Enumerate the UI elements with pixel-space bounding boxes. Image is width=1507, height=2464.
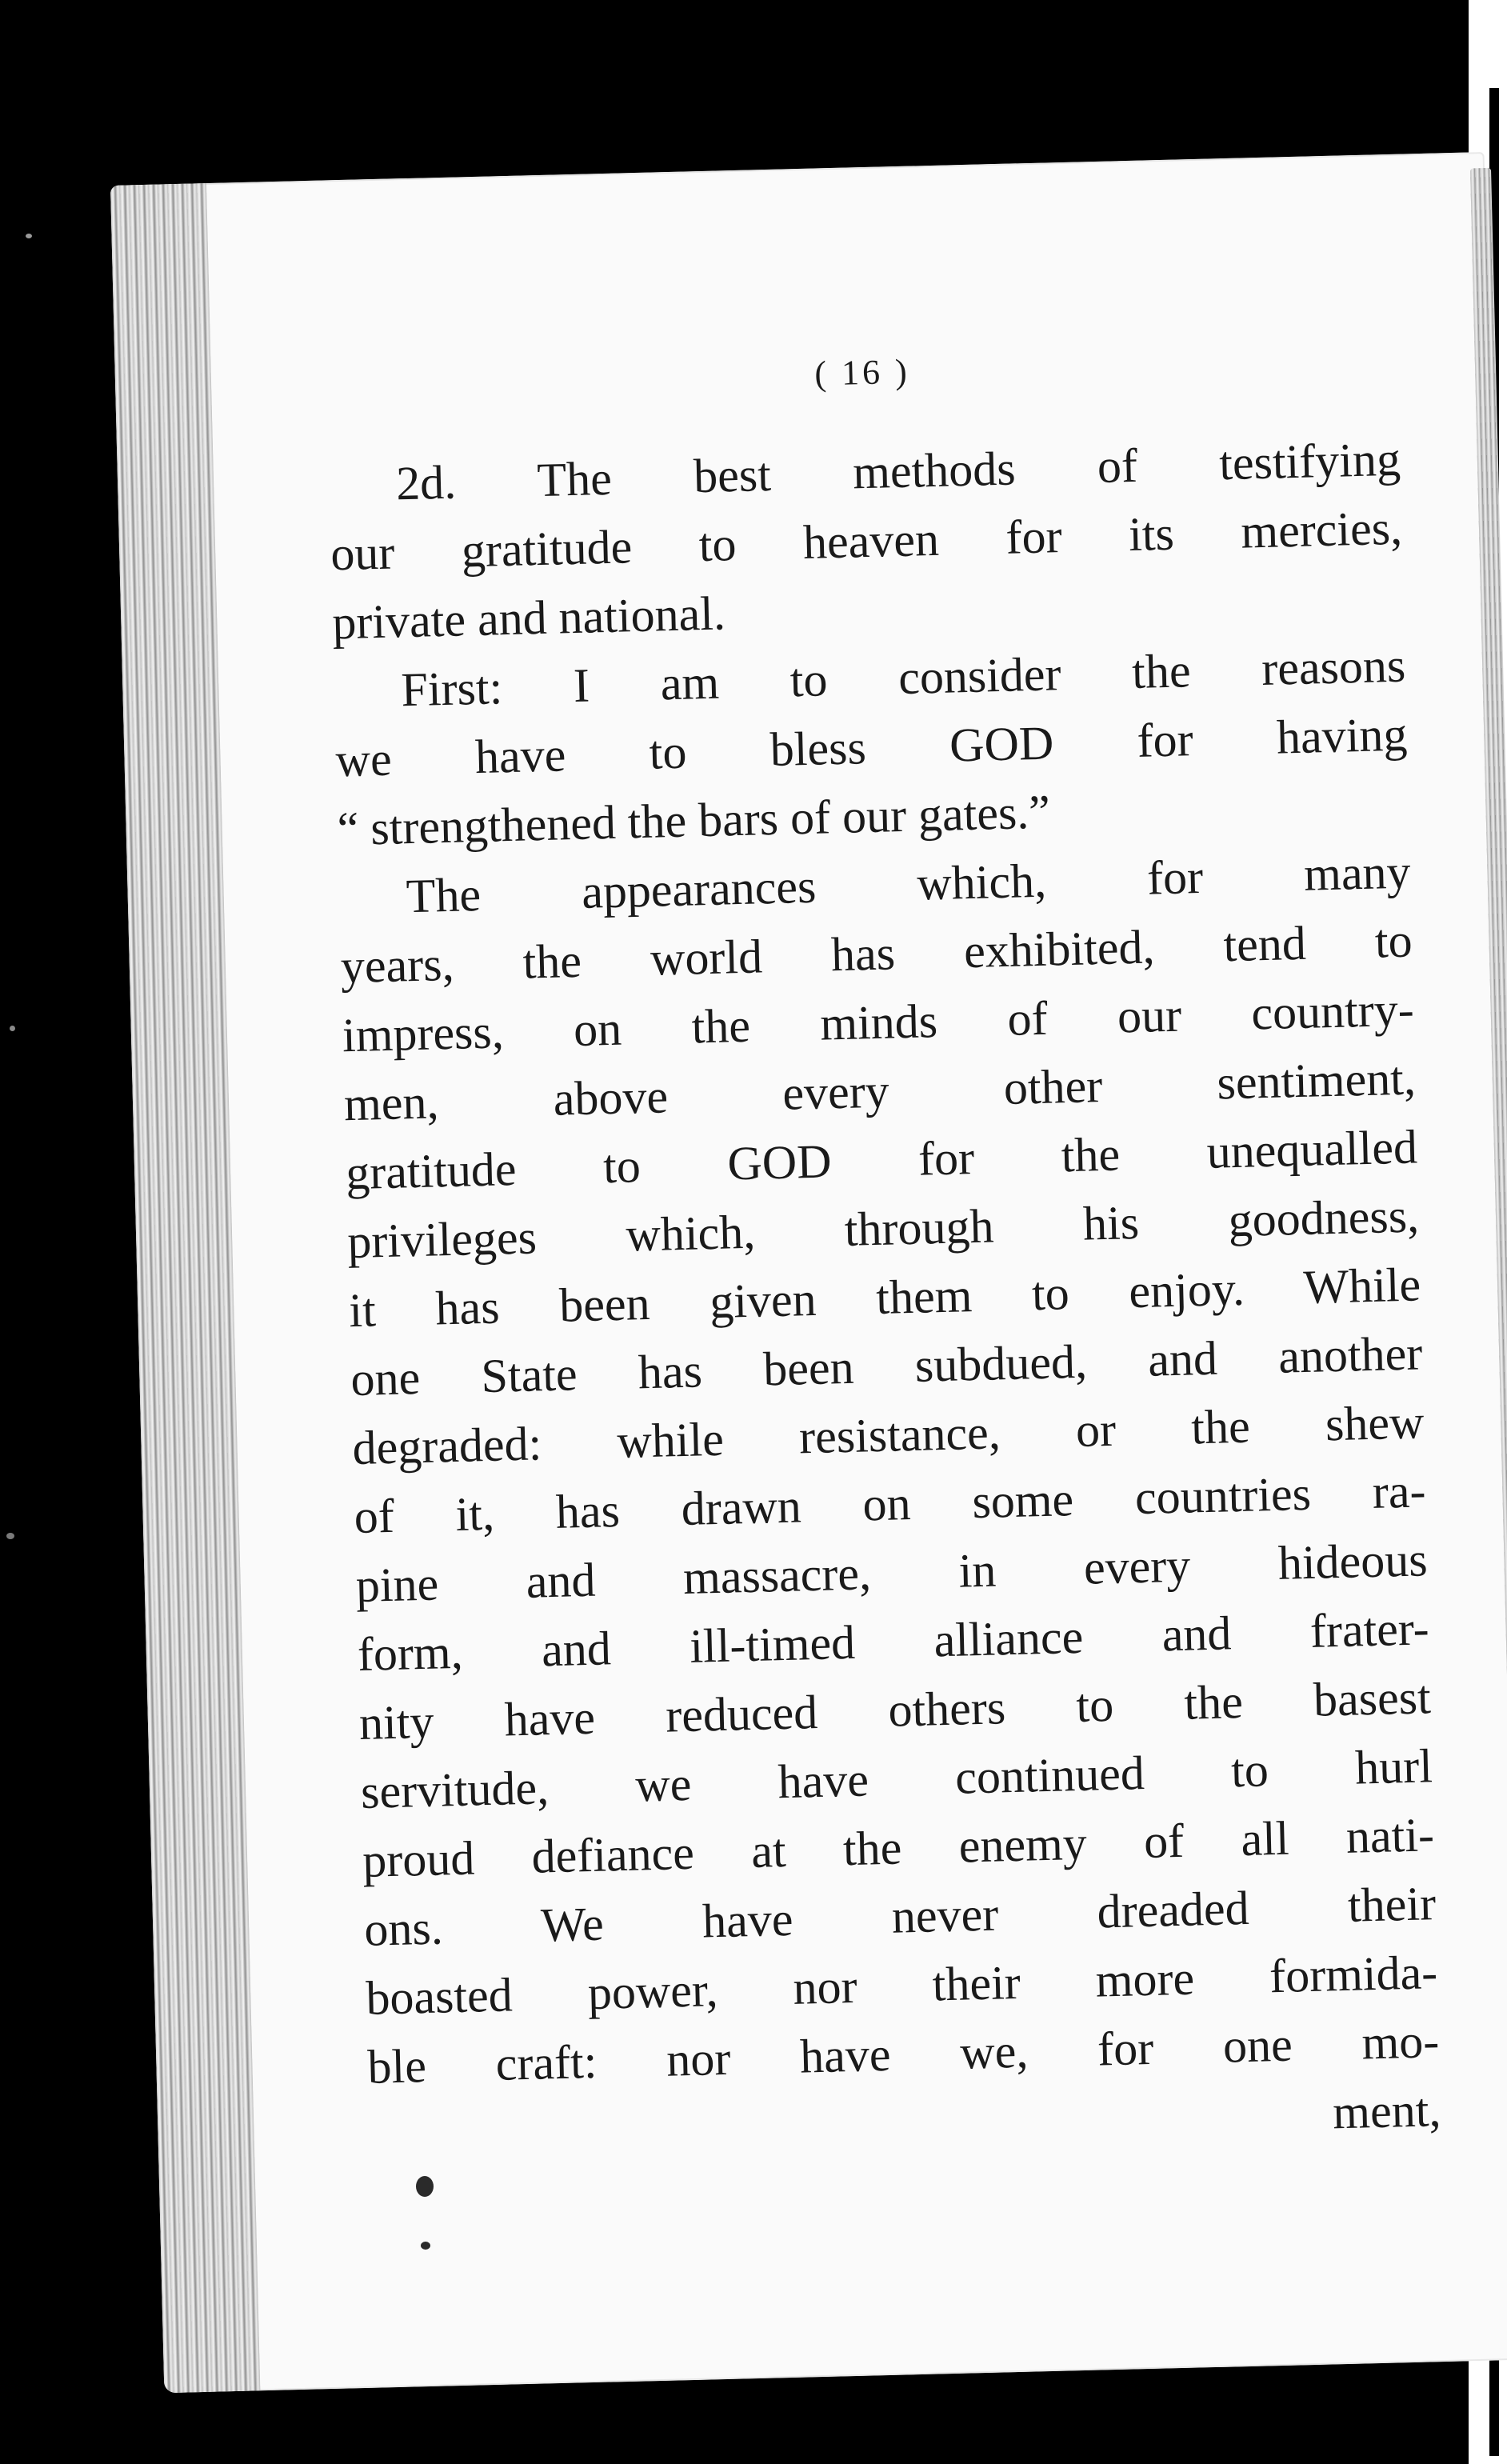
text-line: pine and massacre, in every hideous: [355, 1533, 1429, 1613]
text-line: it has been given them to enjoy. While: [348, 1258, 1421, 1338]
text-line: we have to bless GOD for having: [334, 707, 1409, 787]
text-line: impress, on the minds of our country-: [342, 982, 1415, 1062]
page-number: ( 16 ): [813, 351, 911, 394]
text-line: boasted power, nor their more formida-: [365, 1946, 1438, 2025]
text-line: men, above every other sentiment,: [343, 1051, 1417, 1131]
text-line: servitude, we have continued to hurl: [360, 1739, 1433, 1818]
book-spine-edge: [110, 183, 260, 2393]
text-line: years, the world has exhibited, tend to: [340, 914, 1413, 994]
text-line: ons. We have never dreaded their: [363, 1877, 1437, 1956]
dust-speck: [10, 1026, 15, 1031]
text-line: 2d. The best methods of testifying: [395, 432, 1401, 510]
text-block: [322, 154, 1442, 2139]
text-line: private and national.: [331, 586, 726, 650]
book-page: [110, 152, 1507, 2393]
text-line: ble craft: nor have we, for one mo-: [366, 2014, 1440, 2094]
text-line: First: I am to consider the reasons: [400, 638, 1406, 717]
text-line: one State has been subdued, and another: [350, 1326, 1423, 1406]
text-line: of it, has drawn on some countries ra-: [353, 1464, 1427, 1544]
text-line: privileges which, through his goodness,: [346, 1189, 1420, 1269]
text-line: degraded: while resistance, or the shew: [351, 1395, 1425, 1475]
dust-speck: [6, 1533, 14, 1539]
text-line: our gratitude to heaven for its mercies,: [330, 501, 1403, 581]
text-line: “ strengthened the bars of our gates.”: [336, 785, 1051, 856]
text-line: nity have reduced others to the basest: [358, 1670, 1432, 1750]
text-line: The appearances which, for many: [406, 845, 1412, 923]
text-line: proud defiance at the enemy of all nati-: [362, 1808, 1435, 1887]
text-line: gratitude to GOD for the unequalled: [345, 1120, 1418, 1200]
text-line: form, and ill-timed alliance and frater-: [357, 1602, 1430, 1681]
dust-speck: [421, 2242, 430, 2250]
dust-speck: [26, 234, 32, 238]
dust-speck: [416, 2176, 434, 2197]
body-text: [328, 425, 1441, 2170]
catchword: ment,: [1332, 2083, 1442, 2139]
